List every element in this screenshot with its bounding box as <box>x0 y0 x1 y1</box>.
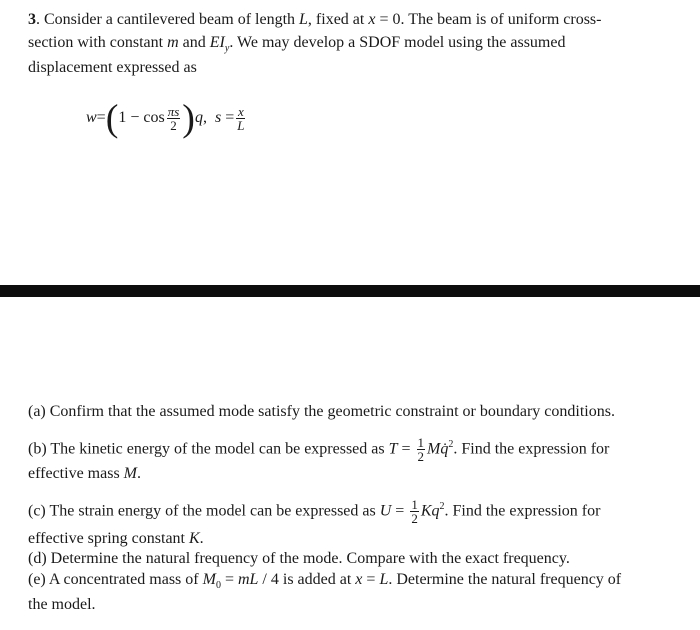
question-a: (a) Confirm that the assumed mode satisfy the geometric constraint or boundary conditions. <box>28 403 615 420</box>
question-c-line-1: (c) The strain energy of the model can be expressed as U = $\frac{1}{2}$ Kq$^2$. Find the expression for <box>28 497 601 527</box>
pi-s-over-2-fraction: $\frac{\pi s}{2}$ <box>167 103 180 133</box>
one-half-fraction-c: $\frac{1}{2}$ <box>411 497 418 527</box>
question-c-line-2: effective spring constant K. <box>28 530 204 547</box>
question-d: (d) Determine the natural frequency of the mode. Compare with the exact frequency. <box>28 550 570 567</box>
question-b-line-2: effective mass M. <box>28 465 141 482</box>
x-over-L-fraction: $\frac{x}{L}$ <box>237 103 245 133</box>
question-b-line-1: (b) The kinetic energy of the model can be expressed as T = $\frac{1}{2}$ Mq̇$^2$. Find the expression for <box>28 435 610 465</box>
one-half-fraction-b: $\frac{1}{2}$ <box>417 435 425 465</box>
problem-number: 3 <box>28 11 36 28</box>
question-e-line-1: (e) A concentrated mass of $M_0$ = mL / 4 is added at x = L. Determine the natural frequency of <box>28 571 622 592</box>
displacement-formula: w=(1 − cos $\frac{\pi s}{2}$ )q, s = $\frac{x}{L}$ <box>86 97 245 140</box>
problem-intro-line-1: 3. Consider a cantilevered beam of length L, fixed at x = 0. The beam is of uniform cross- <box>28 11 602 28</box>
problem-intro-line-2: section with constant m and $EI_y$. We may develop a SDOF model using the assumed <box>28 34 566 55</box>
separator-bar <box>0 285 700 297</box>
problem-intro-line-3: displacement expressed as <box>28 59 197 76</box>
question-e-line-2: the model. <box>28 596 96 613</box>
